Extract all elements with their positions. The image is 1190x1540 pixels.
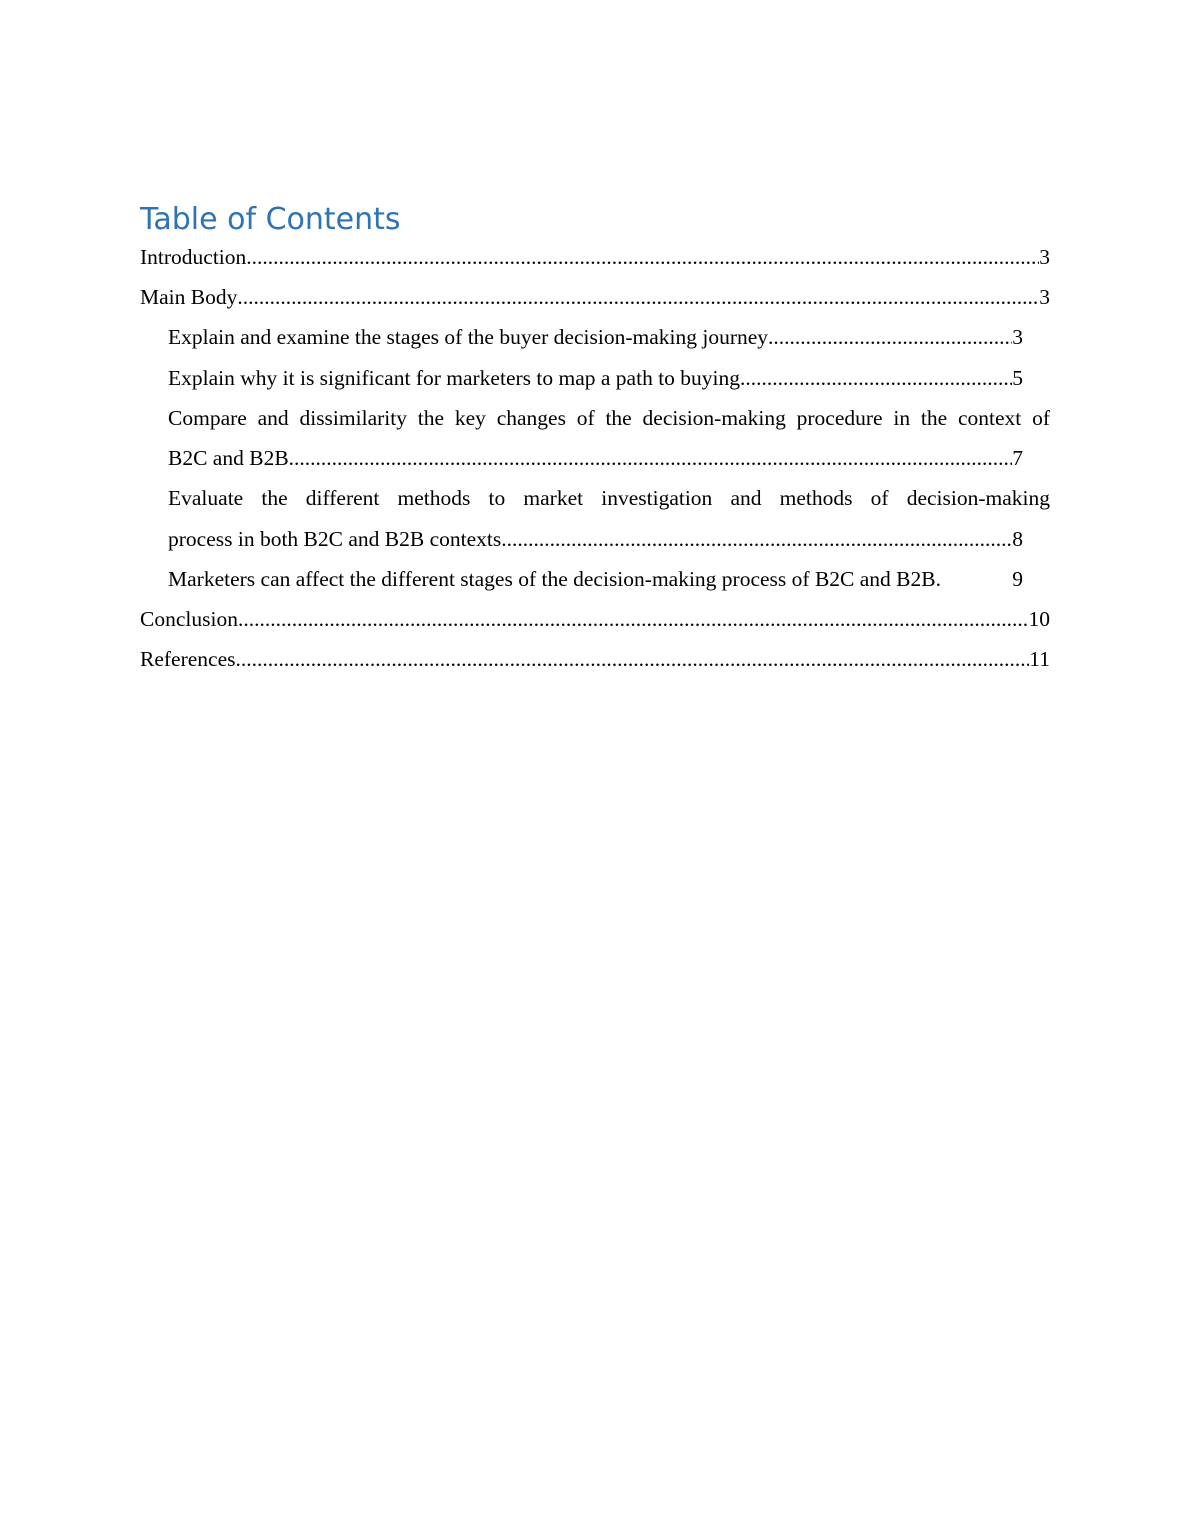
toc-entry-compare-line1[interactable]: Compare and dissimilarity the key changes of the decision-making procedure in the context of <box>168 406 1050 430</box>
dot-leader <box>740 363 1012 393</box>
toc-entry-label: Introduction <box>140 245 247 269</box>
toc-entry-main-body[interactable] <box>140 282 1050 312</box>
dot-leader <box>236 644 1030 674</box>
toc-entry-page: 3 <box>1012 325 1023 349</box>
toc-entry-label: Marketers can affect the different stages of the decision-making process of B2C and B2B. <box>168 567 941 591</box>
toc-entry-page: 5 <box>1012 366 1023 390</box>
toc-title: Table of Contents <box>140 202 401 237</box>
dot-leader <box>289 443 1013 473</box>
toc-entry-page: 3 <box>1039 245 1050 269</box>
toc-entry-conclusion[interactable] <box>140 604 1050 634</box>
toc-entry-page: 3 <box>1039 285 1050 309</box>
toc-entry-label: process in both B2C and B2B contexts <box>168 527 502 551</box>
dot-leader <box>238 604 1029 634</box>
toc-entry-label: Conclusion <box>140 607 238 631</box>
dot-leader <box>501 524 1012 554</box>
toc-entry-map-path[interactable] <box>168 363 1023 393</box>
toc-entry-evaluate[interactable] <box>168 524 1023 554</box>
toc-entry-compare[interactable] <box>168 443 1023 473</box>
toc-entry-label: References <box>140 647 236 671</box>
toc-entry-page: 10 <box>1028 607 1050 631</box>
toc-entry-references[interactable] <box>140 644 1050 674</box>
dot-leader <box>246 242 1039 272</box>
toc-entry-buyer-journey[interactable] <box>168 322 1023 352</box>
toc-entry-label: Main Body <box>140 285 238 309</box>
toc-entry-marketers-affect[interactable] <box>168 564 1023 594</box>
toc-entry-page: 9 <box>1012 567 1023 591</box>
toc-entry-page: 7 <box>1012 446 1023 470</box>
dot-leader <box>768 322 1012 352</box>
toc-entry-label: Explain and examine the stages of the buyer decision-making journey <box>168 325 769 349</box>
toc-entry-introduction[interactable] <box>140 242 1050 272</box>
toc-entry-label: Explain why it is significant for marketers to map a path to buying <box>168 366 741 390</box>
toc-entry-page: 8 <box>1012 527 1023 551</box>
dot-leader <box>237 282 1039 312</box>
toc-entry-evaluate-line1[interactable]: Evaluate the different methods to market investigation and methods of decision-making <box>168 486 1050 510</box>
toc-entry-label: B2C and B2B <box>168 446 289 470</box>
toc-entry-page: 11 <box>1029 647 1050 671</box>
